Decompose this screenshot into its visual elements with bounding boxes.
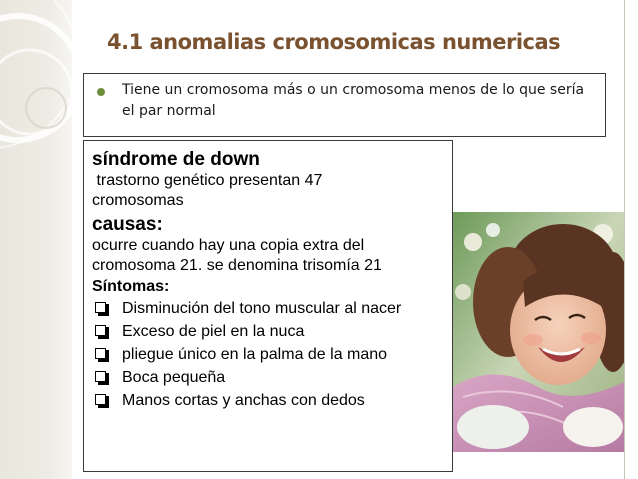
symptoms-heading: Síntomas: [92, 278, 170, 295]
checkbox-bullet-icon [95, 302, 106, 313]
symptom-item [92, 320, 450, 343]
symptom-item [92, 366, 450, 389]
info-box [83, 140, 453, 472]
bullet-dot-icon [97, 88, 105, 96]
causes-desc-line-1: ocurre cuando hay una copia extra del [92, 237, 365, 254]
symptom-item [92, 343, 450, 366]
checkbox-bullet-icon [95, 394, 106, 405]
checkbox-bullet-icon [95, 371, 106, 382]
syndrome-desc-line-1: trastorno genético presentan 47 [92, 172, 323, 189]
bullet-text: Tiene un cromosoma más o un cromosoma menos de lo que sería el par normal [122, 82, 585, 119]
symptoms-list [92, 297, 450, 412]
slide-right-border [624, 0, 625, 479]
child-photo [453, 212, 624, 452]
slide-title: 4.1 anomalias cromosomicas numericas [107, 30, 561, 54]
symptom-text: Exceso de piel en la nuca [122, 323, 305, 340]
causes-desc-line-2: cromosoma 21. se denomina trisomía 21 [92, 257, 382, 274]
syndrome-heading: síndrome de down [92, 149, 260, 170]
checkbox-bullet-icon [95, 348, 106, 359]
symptom-text: Boca pequeña [122, 369, 226, 386]
symptom-text: Disminución del tono muscular al nacer [122, 300, 402, 317]
checkbox-bullet-icon [95, 325, 106, 336]
symptom-text: pliegue único en la palma de la mano [122, 346, 388, 363]
bullet-box [83, 73, 606, 137]
syndrome-desc-line-2: cromosomas [92, 192, 184, 209]
symptom-text: Manos cortas y anchas con dedos [122, 392, 365, 409]
symptom-item [92, 297, 450, 320]
symptom-item [92, 389, 450, 412]
causes-heading: causas: [92, 214, 163, 235]
